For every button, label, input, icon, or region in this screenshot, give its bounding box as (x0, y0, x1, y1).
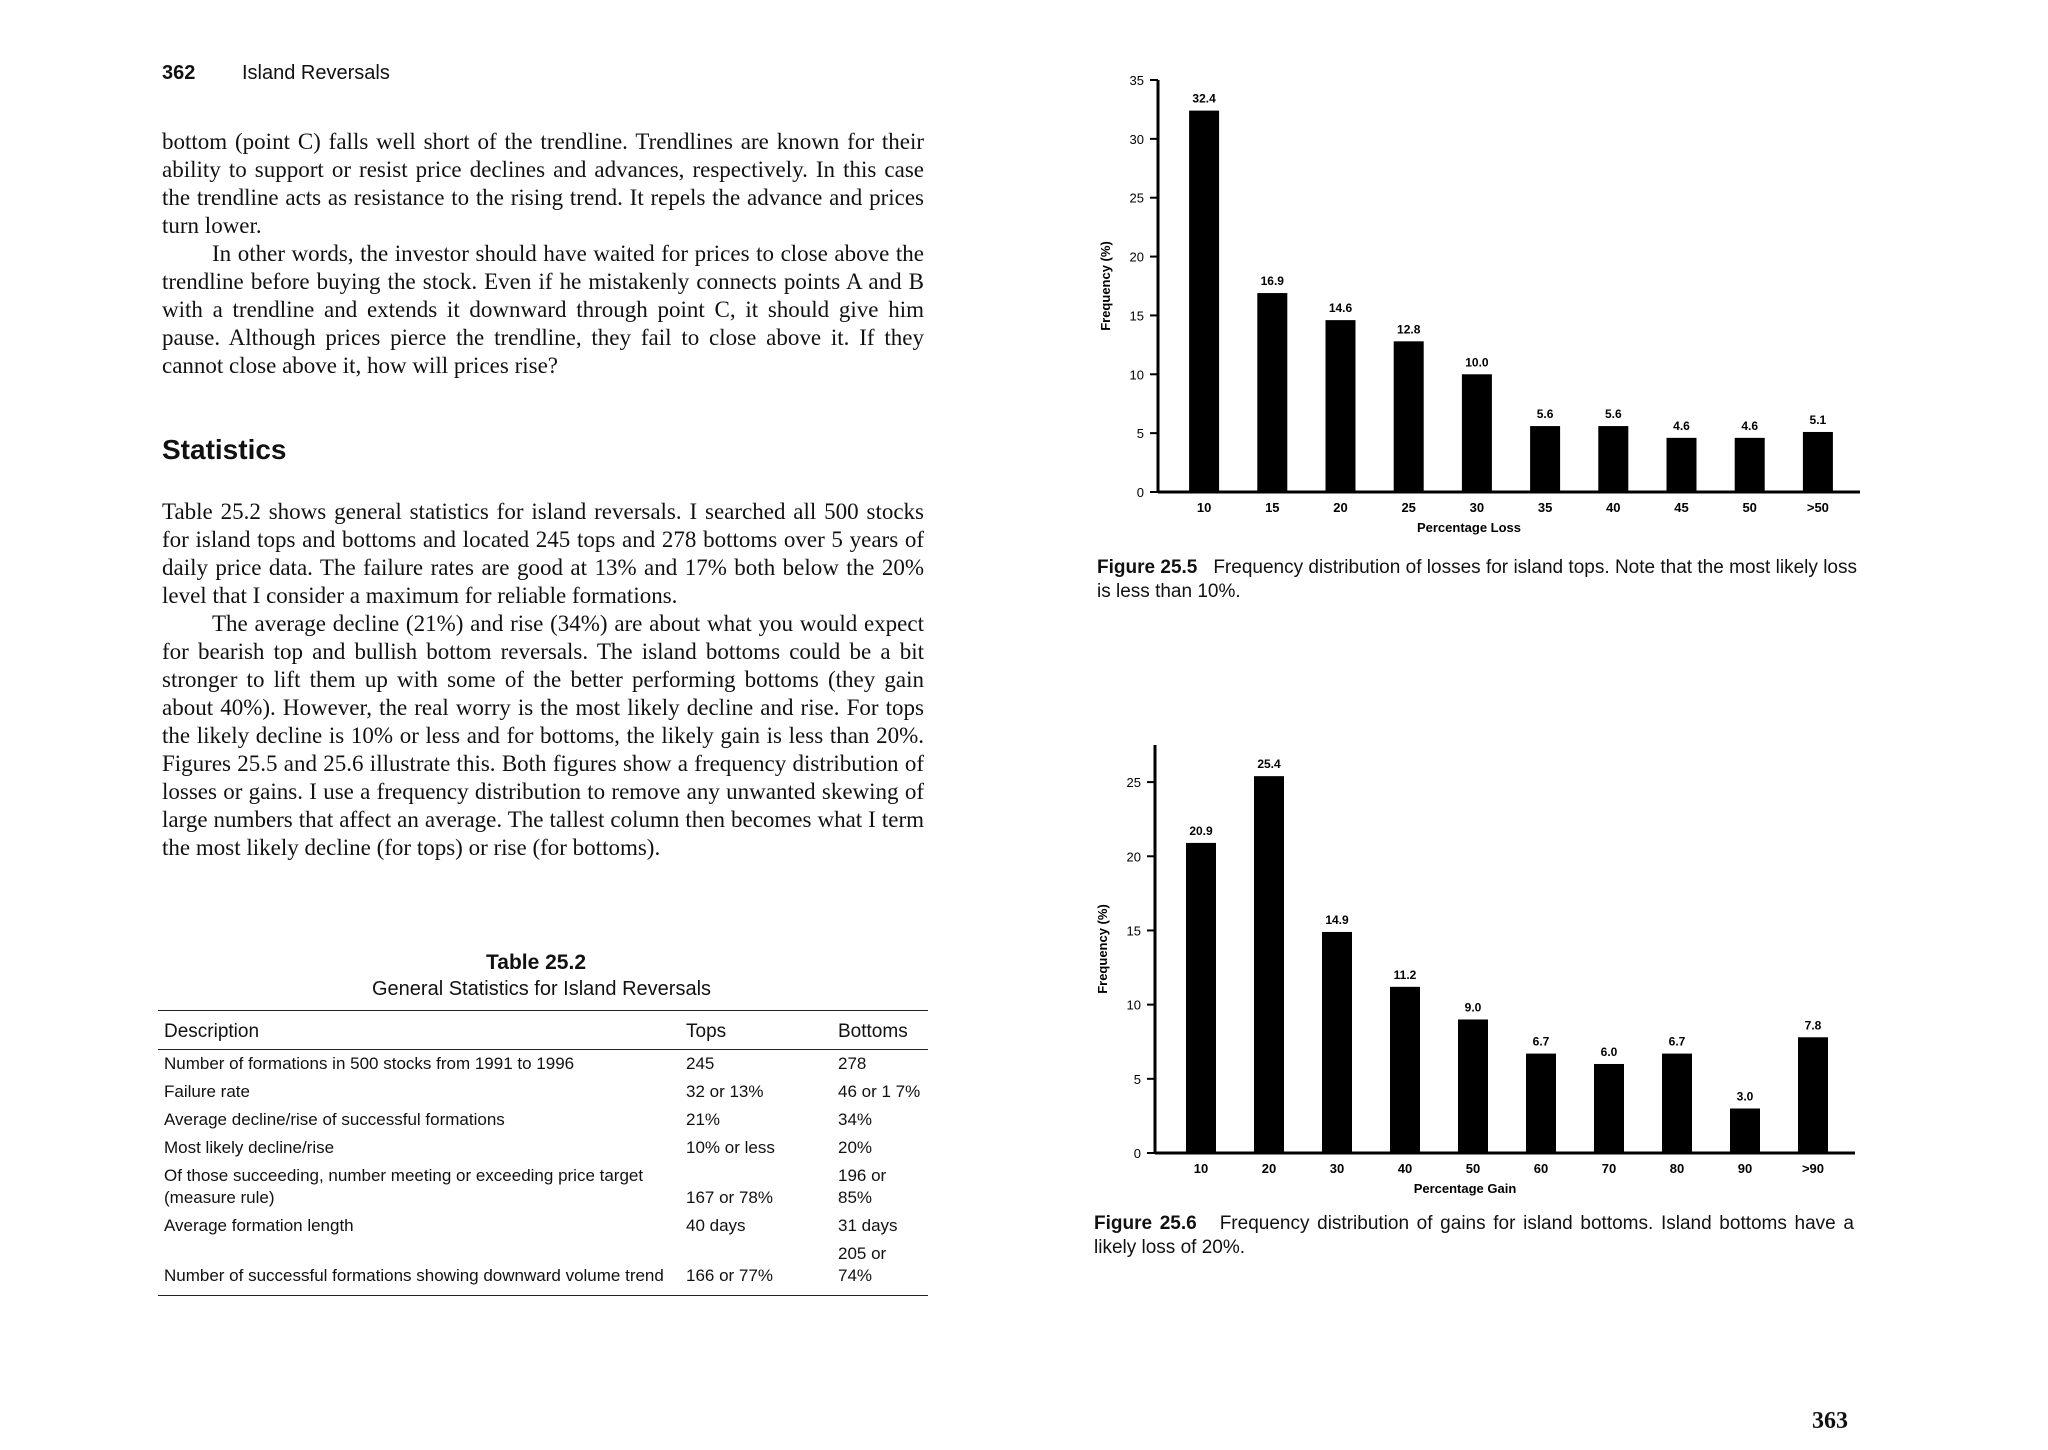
chart1-bar (1530, 426, 1560, 492)
chart1-y-tick-label: 25 (1129, 190, 1144, 206)
table-cell: 32 or 13% (686, 1082, 764, 1101)
chart2-bar (1390, 987, 1420, 1153)
chart1-bar (1735, 438, 1765, 492)
table-cell: 278 (838, 1054, 867, 1073)
chart1-bar (1667, 438, 1697, 492)
chart1-y-tick-label: 5 (1136, 426, 1144, 442)
chart2-y-tick-label: 15 (1126, 923, 1141, 939)
chart1-y-axis-label: Frequency (%) (1098, 241, 1113, 331)
table-cell: 10% or less (686, 1138, 775, 1157)
chart2-data-label: 9.0 (1464, 1000, 1482, 1015)
table-cell: Failure rate (164, 1082, 250, 1101)
chart1-data-label: 5.1 (1809, 412, 1827, 427)
chart2-x-tick-label: 90 (1737, 1161, 1753, 1176)
table-cell: 46 or 1 7% (838, 1082, 921, 1101)
statistics-text (162, 498, 924, 862)
table-cell: Average decline/rise of successful formations (164, 1110, 505, 1129)
chart1-x-axis-label: Percentage Loss (1416, 520, 1522, 535)
paragraph: Table 25.2 shows general statistics for island reversals. I searched all 500 stocks for island tops and bottoms and located 245 tops and 278 bottoms over 5 years of daily price data. The failure rates are good at 13% and 17% both below the 20% level that I consider a maximum for reliable formations. (162, 499, 924, 608)
table-cell: 34% (838, 1110, 873, 1129)
chart2-y-tick-label: 20 (1126, 849, 1141, 865)
chart2-bar (1798, 1037, 1828, 1153)
chart2-data-label: 6.7 (1668, 1034, 1686, 1049)
chart2-x-tick-label: 40 (1397, 1161, 1413, 1176)
table-cell: 205 or 74% (832, 1240, 928, 1296)
table-row (158, 1212, 928, 1240)
chart1-data-label: 14.6 (1328, 301, 1353, 316)
chart2-y-tick-label: 10 (1126, 997, 1141, 1013)
chart1-y-tick-label: 0 (1136, 485, 1144, 500)
chart2-data-label: 3.0 (1736, 1089, 1754, 1104)
table-cell: 167 or 78% (686, 1188, 773, 1207)
chart2-x-tick-label: 30 (1329, 1161, 1345, 1176)
chart1-data-label: 12.8 (1397, 322, 1421, 337)
chart1-y-tick-label: 30 (1129, 131, 1144, 147)
paragraph: In other words, the investor should have waited for prices to close above the trendline before buying the stock. Even if he mistakenly connects points A and B with a trendline and extends it downward through point C, it should give him pause. Although prices pierce the trendline, they fail to close above it. If they cannot close above it, how will prices rise? (162, 241, 924, 378)
chart1-x-tick-label: 15 (1265, 500, 1280, 515)
chart1-data-label: 4.6 (1741, 418, 1759, 433)
chart2-y-axis-label: Frequency (%) (1095, 904, 1110, 994)
table-cell: 21% (686, 1110, 721, 1129)
chart1-x-tick-label: 20 (1333, 500, 1348, 515)
chart2-bar (1322, 932, 1352, 1153)
chart1-data-label: 32.4 (1192, 91, 1216, 106)
chart2-data-label: 14.9 (1325, 912, 1349, 927)
chart2-data-label: 11.2 (1393, 967, 1417, 982)
chart1-data-label: 4.6 (1673, 418, 1690, 433)
table-cell: Number of formations in 500 stocks from 1991 to 1996 (164, 1054, 575, 1073)
page-number-right: 363 (1812, 1408, 1848, 1434)
chart1-x-tick-label: 50 (1742, 500, 1757, 515)
table-row (158, 1240, 928, 1296)
chart1-data-label: 10.0 (1465, 355, 1489, 370)
chart1-y-tick-label: 35 (1129, 73, 1144, 88)
chart2-bar (1526, 1054, 1556, 1153)
chart2-data-label: 7.8 (1804, 1018, 1822, 1033)
chart1-x-tick-label: 35 (1537, 500, 1553, 515)
chart1-data-label: 5.6 (1604, 407, 1622, 422)
chart2-bar (1730, 1108, 1760, 1153)
chart2-y-tick-label: 5 (1133, 1071, 1141, 1087)
paragraph: The average decline (21%) and rise (34%) are about what you would expect for bearish top and bullish bottom reversals. The island bottoms could be a bit stronger to lift them up with some of the better performing bottoms (they gain about 40%). However, the real worry is the most likely decline and rise. For tops the likely decline is 10% or less and for bottoms, the likely gain is less than 20%. Figures 25.5 and 25.6 illustrate this. Both figures show a frequency distribution of losses or gains. I use a frequency distribution to remove any unwanted skewing of large numbers that affect an average. The tallest column then becomes what I term the most likely decline (for tops) or rise (for bottoms). (162, 611, 924, 860)
figure-25-6-caption (1094, 1212, 1854, 1260)
chart2-data-label: 25.4 (1257, 757, 1281, 772)
figure-caption-text: Frequency distribution of losses for island tops. Note that the most likely loss is less than 10%. (1097, 557, 1857, 602)
page-number-left: 362 (162, 62, 196, 84)
table-cell: Number of successful formations showing downward volume trend (158, 1240, 680, 1296)
chart2-x-tick-label: 20 (1261, 1161, 1277, 1176)
chart1-data-label: 5.6 (1536, 407, 1554, 422)
chart1-x-tick-label: 45 (1674, 500, 1689, 515)
table-cell: 31 days (838, 1216, 898, 1235)
table-title: Table 25.2 (486, 951, 586, 974)
chart2-x-axis-label: Percentage Gain (1413, 1181, 1517, 1196)
chart1-data-label: 16.9 (1260, 274, 1284, 289)
table-subtitle: General Statistics for Island Reversals (372, 978, 712, 1000)
figure-caption-text: Frequency distribution of gains for island bottoms. Island bottoms have a likely loss of 20%. (1094, 1213, 1854, 1258)
table-row (158, 1050, 928, 1079)
chart1-x-tick-label: 40 (1606, 500, 1621, 515)
figure-label: Figure 25.6 (1094, 1213, 1197, 1234)
chart1-x-tick-label: 10 (1196, 500, 1212, 515)
chart1-y-tick-label: 15 (1129, 308, 1144, 324)
table-cell: 40 days (686, 1216, 746, 1235)
chart1-x-tick-label: 25 (1401, 500, 1416, 515)
table-cell: Average formation length (164, 1216, 354, 1235)
chart2-x-tick-label: 50 (1465, 1161, 1481, 1176)
chart2-data-label: 6.0 (1600, 1044, 1618, 1059)
paragraph: bottom (point C) falls well short of the trendline. Trendlines are known for their ability to support or resist price declines and advances, respectively. In this case the trendline acts as resistance to the rising trend. It repels the advance and prices turn lower. (162, 129, 924, 238)
column-header: Description (158, 1011, 680, 1050)
chart2-x-tick-label: 70 (1601, 1161, 1617, 1176)
chart1-bar (1326, 320, 1356, 492)
running-header-chapter: Island Reversals (242, 62, 390, 84)
chart1-y-tick-label: 20 (1129, 249, 1144, 265)
chart1-x-tick-label: 30 (1469, 500, 1485, 515)
column-header: Bottoms (832, 1011, 928, 1050)
chart2-bar (1186, 843, 1216, 1153)
chart2-bar (1254, 776, 1284, 1153)
table-row (158, 1134, 928, 1162)
chart1-bar (1462, 374, 1492, 492)
chart1-bar (1598, 426, 1628, 492)
table-row (158, 1162, 928, 1212)
table-header-row (158, 1011, 928, 1050)
table-cell: 166 or 77% (680, 1240, 832, 1296)
chart1-x-tick-label: >50 (1806, 500, 1829, 515)
column-header: Tops (680, 1011, 832, 1050)
table-cell: 20% (838, 1138, 873, 1157)
chart2-x-tick-label: 10 (1193, 1161, 1209, 1176)
table-row (158, 1106, 928, 1134)
chart1-bar (1803, 432, 1833, 492)
chart2-y-tick-label: 0 (1133, 1146, 1141, 1161)
chart1-bar (1257, 293, 1287, 492)
figure-25-5-caption (1097, 556, 1857, 604)
chart1-y-tick-label: 10 (1129, 367, 1144, 383)
section-heading: Statistics (162, 434, 287, 465)
table-row (158, 1078, 928, 1106)
chart2-bar (1594, 1064, 1624, 1153)
statistics-table (158, 1010, 928, 1296)
table-cell: 245 (686, 1054, 715, 1073)
chart2-bar (1662, 1054, 1692, 1153)
chart2-data-label: 20.9 (1189, 823, 1213, 838)
chart2-y-tick-label: 25 (1126, 775, 1141, 791)
chart1-bar (1394, 341, 1424, 492)
chart2-x-tick-label: 80 (1669, 1161, 1685, 1176)
chart2-data-label: 6.7 (1532, 1034, 1550, 1049)
chart2-x-tick-label: >90 (1801, 1161, 1825, 1176)
table-cell: Most likely decline/rise (164, 1138, 335, 1157)
table-cell: Of those succeeding, number meeting or exceeding price target (measure rule) (164, 1166, 644, 1207)
chart2-bar (1458, 1019, 1488, 1153)
table-cell: 196 or 85% (838, 1166, 887, 1207)
figure-label: Figure 25.5 (1097, 557, 1198, 578)
chart1-bar (1189, 111, 1219, 492)
intro-text (162, 128, 924, 380)
chart2-x-tick-label: 60 (1533, 1161, 1549, 1176)
